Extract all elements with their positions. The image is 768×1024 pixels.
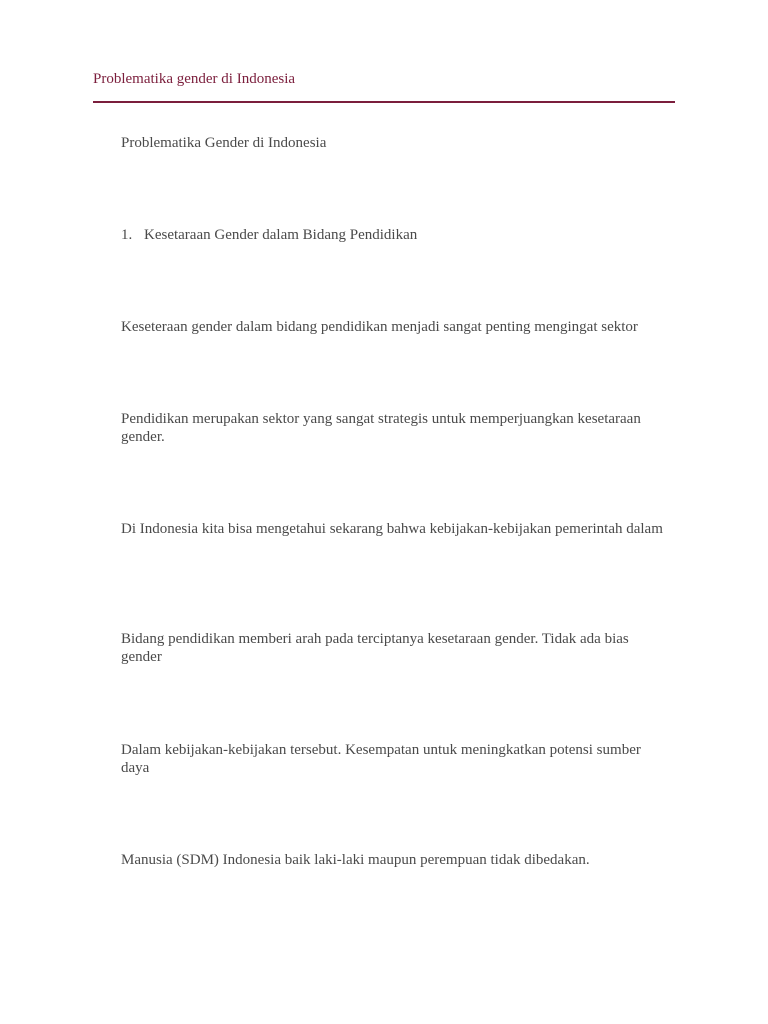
list-item [121, 226, 669, 244]
list-item-text: Kesetaraan Gender dalam Bidang Pendidikan [144, 227, 418, 243]
paragraph: Manusia (SDM) Indonesia baik laki-laki maupun perempuan tidak dibedakan. [121, 852, 590, 868]
paragraph: Keseteraan gender dalam bidang pendidikan menjadi sangat penting mengingat sektor [121, 319, 638, 335]
header-divider [93, 101, 675, 103]
document-header [93, 70, 675, 88]
paragraph: Pendidikan merupakan sektor yang sangat strategis untuk memperjuangkan kesetaraan gender. [121, 411, 641, 445]
paragraph: Dalam kebijakan-kebijakan tersebut. Kesempatan untuk meningkatkan potensi sumber daya [121, 742, 641, 776]
paragraph: Di Indonesia kita bisa mengetahui sekarang bahwa kebijakan-kebijakan pemerintah dalam [121, 521, 663, 537]
list-item-number: 1. [121, 227, 133, 243]
document-heading: Problematika Gender di Indonesia [121, 135, 327, 151]
header-title: Problematika gender di Indonesia [93, 71, 296, 87]
paragraph: Bidang pendidikan memberi arah pada terciptanya kesetaraan gender. Tidak ada bias gender [121, 631, 629, 665]
